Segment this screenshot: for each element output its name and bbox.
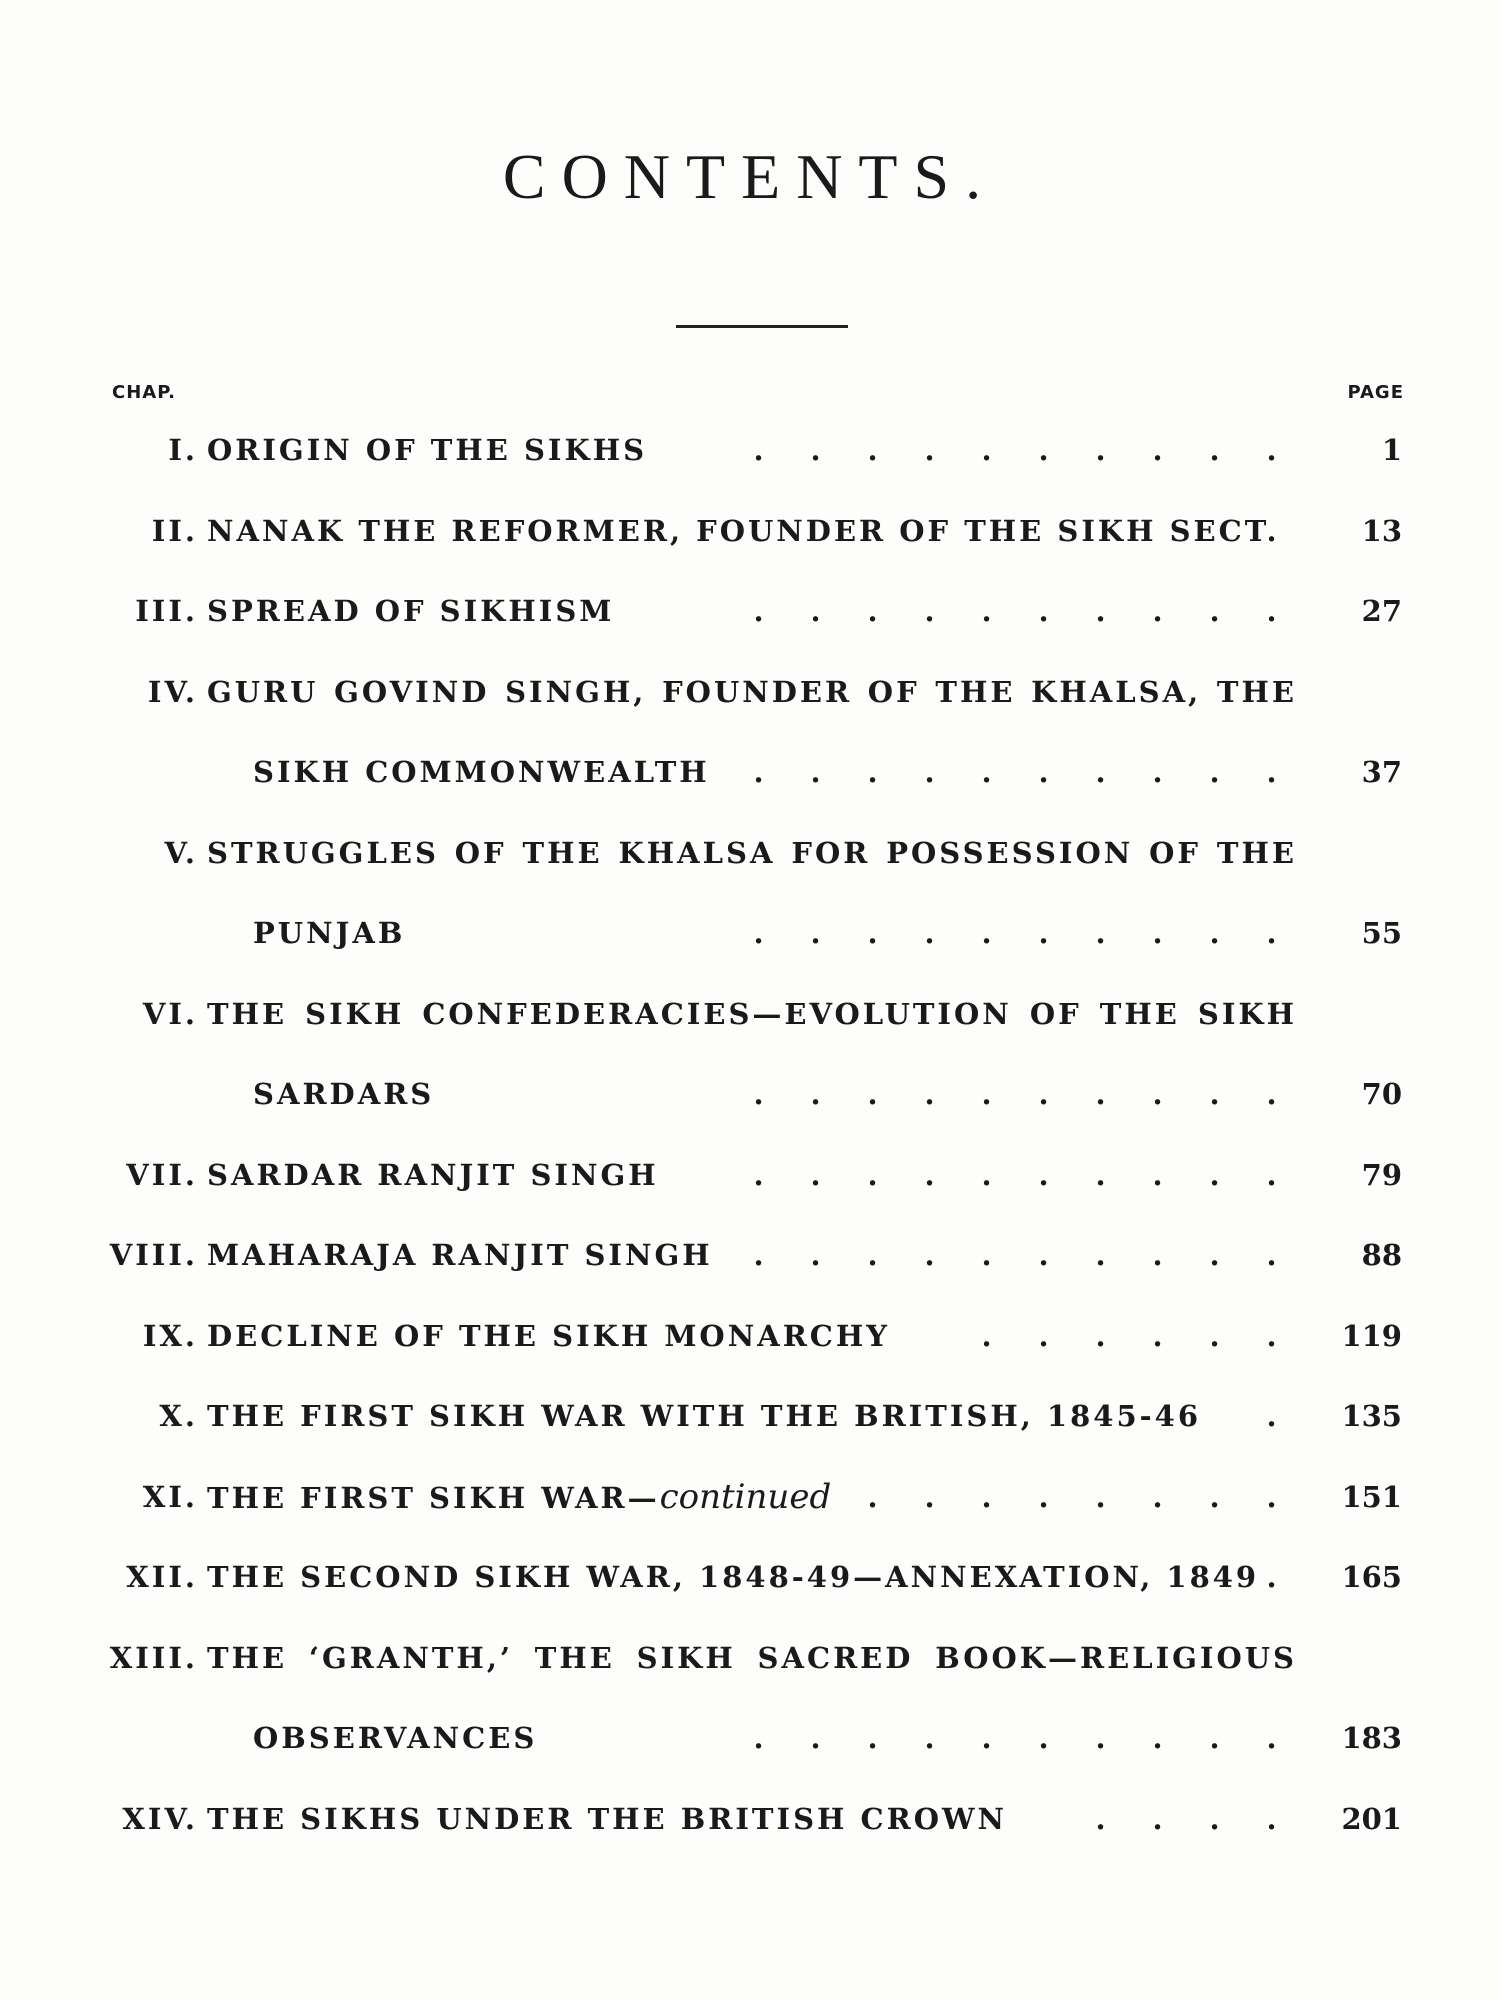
toc-entry (0, 1064, 1500, 1124)
page-number: 151 (1341, 1480, 1402, 1514)
toc-entry (0, 1708, 1500, 1768)
toc-entry (0, 501, 1500, 561)
page-number: 37 (1361, 755, 1402, 789)
chapter-number: I. (168, 433, 198, 467)
dot-leader: . . . . . . . . . . (753, 1158, 1277, 1192)
chapter-title: SIKH COMMONWEALTH (253, 755, 710, 789)
page-number: 79 (1361, 1158, 1402, 1192)
page-number: 201 (1341, 1802, 1402, 1836)
chapter-title: GURU GOVIND SINGH, FOUNDER OF THE KHALSA, THE (207, 675, 1297, 709)
page-number: 70 (1361, 1077, 1402, 1111)
chapter-number: XIII. (109, 1641, 198, 1675)
dot-leader: . . . . . . . . . . (753, 594, 1277, 628)
toc-entry (0, 1467, 1500, 1527)
chapter-title: THE FIRST SIKH WAR WITH THE BRITISH, 1845-46 (207, 1399, 1202, 1433)
chapter-number: XII. (126, 1560, 198, 1594)
dot-leader: . . . . . . . . (867, 1480, 1277, 1514)
toc-entry (0, 1386, 1500, 1446)
toc-entry-line (0, 1628, 1500, 1688)
title-rule (676, 325, 848, 328)
chapter-number: V. (164, 836, 198, 870)
chapter-title: SARDARS (253, 1077, 435, 1111)
chapter-title: SPREAD OF SIKHISM (207, 594, 615, 628)
chapter-title-italic: continued (659, 1477, 832, 1517)
page-number: 55 (1361, 916, 1402, 950)
toc-entry (0, 903, 1500, 963)
page-number: 88 (1361, 1238, 1402, 1272)
dot-leader: . (1266, 1399, 1277, 1433)
chapter-title: THE FIRST SIKH WAR—continued (207, 1477, 832, 1517)
page-number: 13 (1361, 514, 1402, 548)
chapter-title: SARDAR RANJIT SINGH (207, 1158, 659, 1192)
page-title: CONTENTS. (502, 141, 998, 212)
chapter-number: VII. (126, 1158, 198, 1192)
page-number: 183 (1341, 1721, 1402, 1755)
chapter-number: IV. (147, 675, 198, 709)
chapter-number: VI. (142, 997, 198, 1031)
dot-leader: . . . . (1095, 1802, 1277, 1836)
page-number: 1 (1381, 433, 1402, 467)
toc-entry (0, 1225, 1500, 1285)
chapter-title: NANAK THE REFORMER, FOUNDER OF THE SIKH SECT (207, 514, 1270, 548)
dot-leader: . . . . . . . . . . (753, 755, 1277, 789)
toc-entry (0, 1789, 1500, 1849)
chapter-title: DECLINE OF THE SIKH MONARCHY (207, 1319, 890, 1353)
chapter-title: THE SIKH CONFEDERACIES—EVOLUTION OF THE SIKH (207, 997, 1297, 1031)
chapter-number: II. (151, 514, 198, 548)
chapter-title: THE ‘GRANTH,’ THE SIKH SACRED BOOK—RELIGIOUS (207, 1641, 1297, 1675)
toc-entry (0, 581, 1500, 641)
dot-leader: . . . . . . . . . . (753, 1721, 1277, 1755)
chapter-title: THE SIKHS UNDER THE BRITISH CROWN (207, 1802, 1008, 1836)
chapter-title: THE SECOND SIKH WAR, 1848-49—ANNEXATION, 1849 (207, 1560, 1260, 1594)
chapter-column-header: CHAP. (112, 382, 176, 403)
dot-leader: . . . . . . . . . . (753, 1238, 1277, 1272)
dot-leader: . (1266, 1560, 1277, 1594)
toc-entry (0, 1306, 1500, 1366)
toc-entry (0, 1145, 1500, 1205)
toc-entry-line (0, 823, 1500, 883)
chapter-title: MAHARAJA RANJIT SINGH (207, 1238, 713, 1272)
toc-entry (0, 742, 1500, 802)
dot-leader: . . . . . . (981, 1319, 1277, 1353)
chapter-number: IX. (142, 1319, 198, 1353)
toc-entry-line (0, 984, 1500, 1044)
chapter-number: XI. (142, 1480, 198, 1514)
page-column-header: PAGE (1347, 382, 1404, 403)
chapter-number: III. (135, 594, 198, 628)
chapter-number: X. (159, 1399, 198, 1433)
page-number: 135 (1341, 1399, 1402, 1433)
chapter-number: XIV. (122, 1802, 198, 1836)
dot-leader: . . . . . . . . . . (753, 433, 1277, 467)
chapter-title: PUNJAB (253, 916, 406, 950)
page-number: 165 (1341, 1560, 1402, 1594)
page-number: 119 (1341, 1319, 1402, 1353)
toc-entry-line (0, 662, 1500, 722)
chapter-title: STRUGGLES OF THE KHALSA FOR POSSESSION OF THE (207, 836, 1297, 870)
dot-leader: . (1266, 514, 1277, 548)
chapter-number: VIII. (109, 1238, 198, 1272)
toc-entry (0, 1547, 1500, 1607)
dot-leader: . . . . . . . . . . (753, 1077, 1277, 1111)
page-number: 27 (1361, 594, 1402, 628)
chapter-title: ORIGIN OF THE SIKHS (207, 433, 648, 467)
dot-leader: . . . . . . . . . . (753, 916, 1277, 950)
chapter-title: OBSERVANCES (253, 1721, 538, 1755)
toc-entry (0, 420, 1500, 480)
